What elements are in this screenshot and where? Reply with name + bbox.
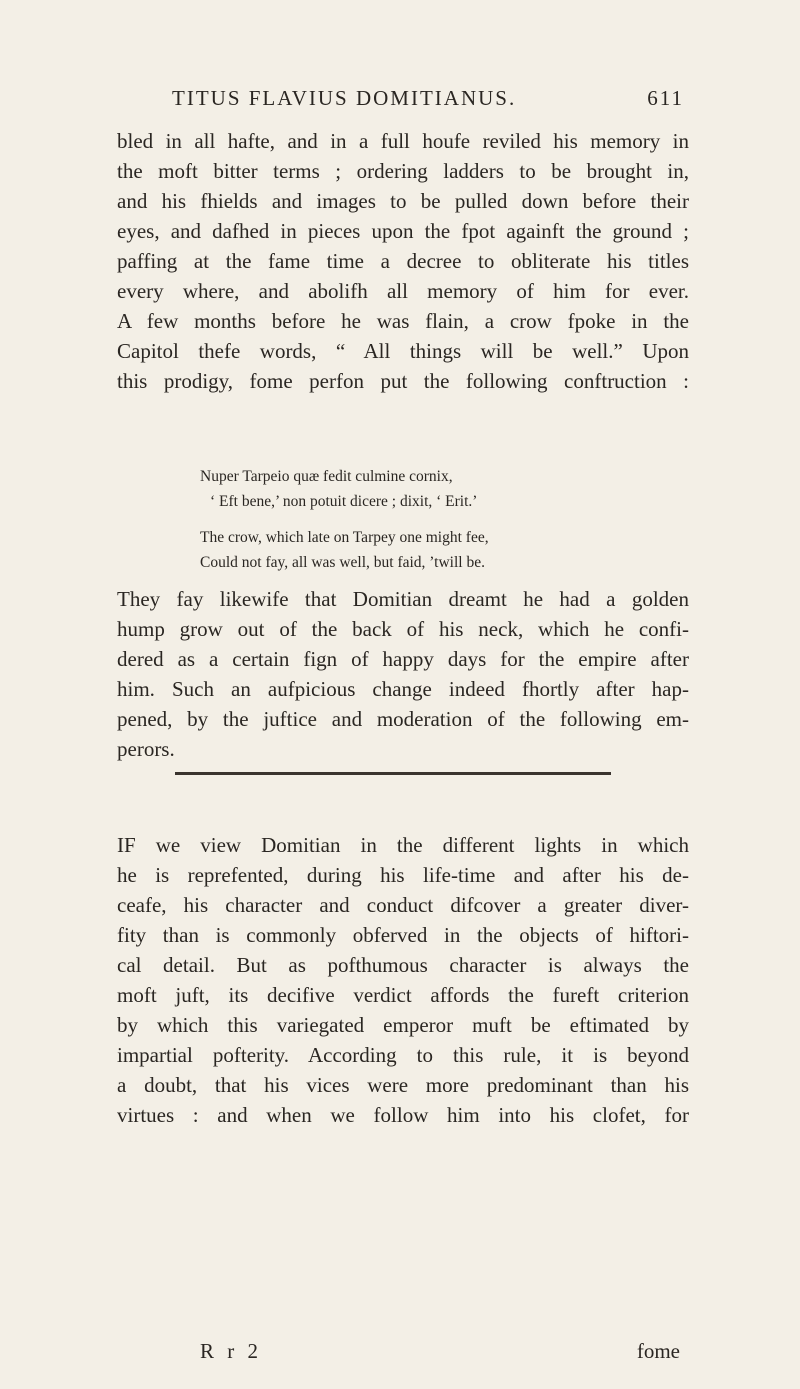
text-line: paffing at the fame time a decree to obliterate his titles (117, 249, 689, 273)
text-line: him. Such an aufpicious change indeed fhortly after hap- (117, 677, 689, 701)
text-line: A few months before he was flain, a crow fpoke in the (117, 309, 689, 333)
text-line: eyes, and dafhed in pieces upon the fpot againft the ground ; (117, 219, 689, 243)
verse-line: Could not fay, all was well, but faid, ’twill be. (200, 554, 485, 571)
text-line: and his fhields and images to be pulled down before their (117, 189, 689, 213)
text-line: They fay likewife that Domitian dreamt he had a golden (117, 587, 689, 611)
text-line: bled in all hafte, and in a full houfe reviled his memory in (117, 129, 689, 153)
text-line: impartial pofterity. According to this rule, it is beyond (117, 1043, 689, 1067)
text-line: hump grow out of the back of his neck, which he confi- (117, 617, 689, 641)
catchword: fome (636, 1339, 680, 1363)
verse-line: The crow, which late on Tarpey one might fee, (200, 529, 489, 546)
paragraph-3 (117, 830, 689, 1130)
text-line: ceafe, his character and conduct difcover a greater diver- (117, 893, 689, 917)
text-line: the moft bitter terms ; ordering ladders to be brought in, (117, 159, 689, 183)
verse-line: ‘ Eft bene,’ non potuit dicere ; dixit, ‘ Erit.’ (210, 493, 478, 510)
text-line: perors. (117, 737, 175, 761)
section-divider (175, 772, 611, 775)
text-line: cal detail. But as pofthumous character is always the (117, 953, 689, 977)
text-line: this prodigy, fome perfon put the following conftruction : (117, 369, 689, 393)
verse-line: Nuper Tarpeio quæ fedit culmine cornix, (200, 468, 453, 485)
text-line: IF we view Domitian in the different lights in which (117, 833, 689, 857)
text-line: a doubt, that his vices were more predominant than his (117, 1073, 689, 1097)
text-line: virtues : and when we follow him into his clofet, for (117, 1103, 689, 1127)
text-line: dered as a certain fign of happy days for the empire after (117, 647, 689, 671)
text-line: every where, and abolifh all memory of him for ever. (117, 279, 689, 303)
text-line: Capitol thefe words, “ All things will be well.” Upon (117, 339, 689, 363)
page-number: 611 (647, 86, 684, 110)
text-line: moft juft, its decifive verdict affords the fureft criterion (117, 983, 689, 1007)
paragraph-2 (117, 584, 689, 764)
running-head-title: TITUS FLAVIUS DOMITIANUS. (172, 86, 517, 110)
text-line: pened, by the juftice and moderation of the following em- (117, 707, 689, 731)
english-translation (200, 525, 670, 575)
paragraph-1 (117, 126, 689, 396)
text-line: fity than is commonly obferved in the objects of hiftori- (117, 923, 689, 947)
text-line: he is reprefented, during his life-time and after his de- (117, 863, 689, 887)
signature-mark: R r 2 (200, 1339, 262, 1363)
text-line: by which this variegated emperor muft be eftimated by (117, 1013, 689, 1037)
latin-epigram (200, 464, 670, 514)
